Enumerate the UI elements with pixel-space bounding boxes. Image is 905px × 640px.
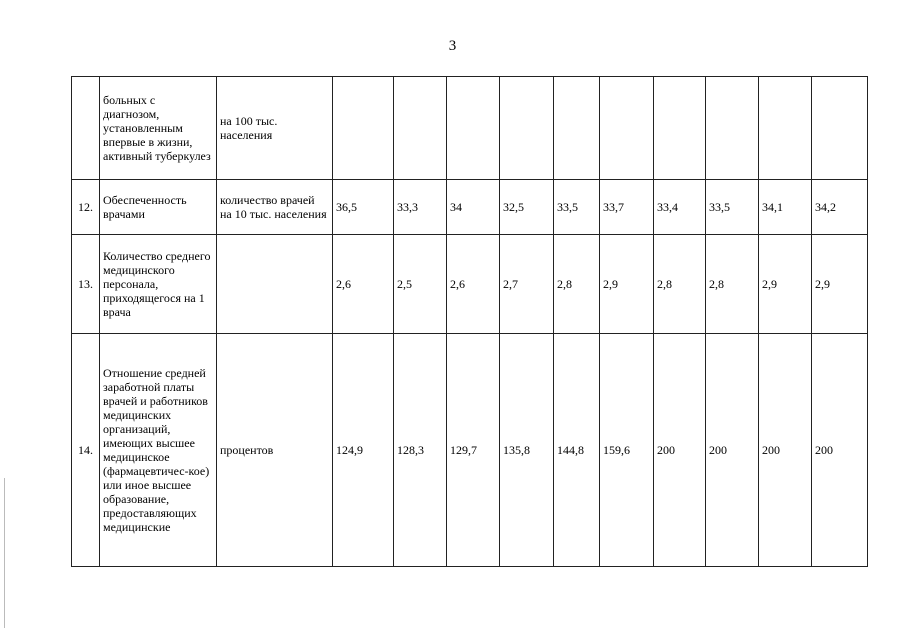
value-cell: 200 [706,334,759,567]
value-cell: 33,4 [654,180,706,235]
value-cell: 124,9 [333,334,394,567]
value-cell: 159,6 [600,334,654,567]
value-cell [500,77,554,180]
indicator-name: Обеспеченность врачами [100,180,217,235]
indicator-name: больных с диагнозом, установленным впервые в жизни, активный туберкулез [100,77,217,180]
value-cell: 2,8 [654,235,706,334]
indicators-table [71,76,868,567]
value-cell: 135,8 [500,334,554,567]
page-number: 3 [448,38,457,54]
scan-edge-line [4,478,5,628]
table-row [72,334,868,567]
value-cell: 33,5 [706,180,759,235]
value-cell: 2,5 [394,235,447,334]
value-cell: 2,9 [759,235,812,334]
value-cell: 34,1 [759,180,812,235]
unit-of-measure: на 100 тыс. населения [217,77,333,180]
value-cell: 36,5 [333,180,394,235]
value-cell [812,77,868,180]
row-number: 14. [72,334,100,567]
value-cell: 2,8 [706,235,759,334]
value-cell: 34 [447,180,500,235]
value-cell: 33,5 [554,180,600,235]
value-cell: 34,2 [812,180,868,235]
value-cell [333,77,394,180]
value-cell [554,77,600,180]
value-cell: 200 [759,334,812,567]
table-row [72,77,868,180]
value-cell: 2,9 [812,235,868,334]
table-row [72,180,868,235]
value-cell: 32,5 [500,180,554,235]
value-cell: 2,6 [333,235,394,334]
value-cell [600,77,654,180]
value-cell [706,77,759,180]
value-cell [654,77,706,180]
table-row [72,235,868,334]
value-cell: 200 [654,334,706,567]
unit-of-measure: количество врачей на 10 тыс. населения [217,180,333,235]
value-cell: 128,3 [394,334,447,567]
unit-of-measure [217,235,333,334]
row-number [72,77,100,180]
row-number: 13. [72,235,100,334]
indicator-name: Отношение средней заработной платы врачей и работников медицинских организаций, имеющих высшее медицинское (фармацевтичес-кое) или иное высшее образование, предоставляющих медицинские [100,334,217,567]
value-cell: 33,7 [600,180,654,235]
value-cell [759,77,812,180]
value-cell: 33,3 [394,180,447,235]
value-cell: 2,7 [500,235,554,334]
value-cell: 2,8 [554,235,600,334]
value-cell: 2,6 [447,235,500,334]
value-cell: 2,9 [600,235,654,334]
value-cell [447,77,500,180]
row-number: 12. [72,180,100,235]
unit-of-measure: процентов [217,334,333,567]
value-cell [394,77,447,180]
value-cell: 144,8 [554,334,600,567]
value-cell: 129,7 [447,334,500,567]
value-cell: 200 [812,334,868,567]
indicator-name: Количество среднего медицинского персонала, приходящегося на 1 врача [100,235,217,334]
